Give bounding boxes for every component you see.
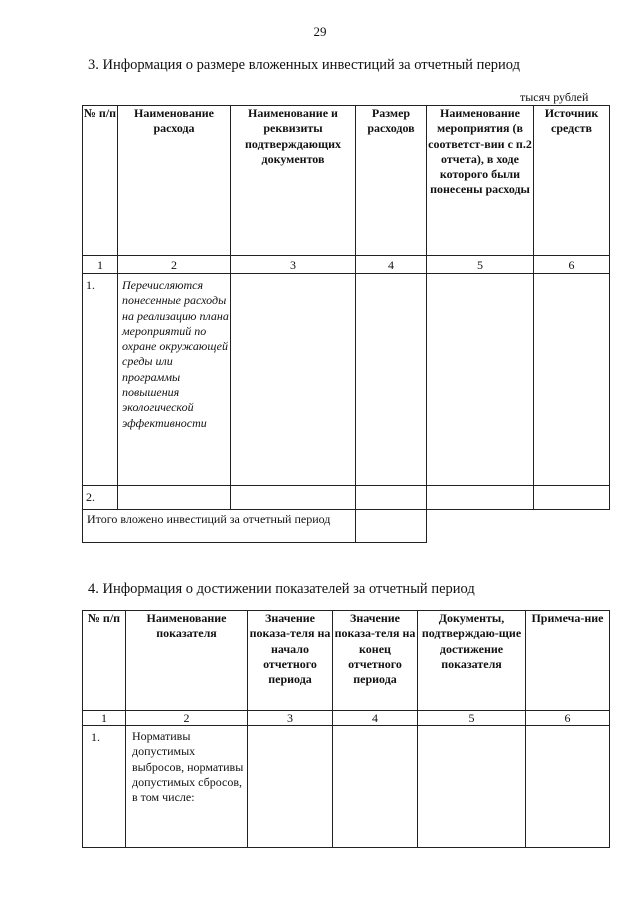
indicator-name-cell: Нормативы допустимых выбросов, нормативы допустимых сбросов, в том числе: — [126, 726, 248, 848]
expense-name-cell — [118, 486, 231, 510]
table-row — [83, 726, 610, 848]
column-number-cell: 5 — [427, 256, 534, 274]
note-cell — [526, 726, 610, 848]
column-number-cell: 3 — [248, 711, 333, 726]
section-3-title: 3. Информация о размере вложенных инвестиций за отчетный период — [88, 57, 520, 73]
total-label: Итого вложено инвестиций за отчетный период — [83, 510, 356, 543]
column-number-cell: 5 — [418, 711, 526, 726]
source-cell — [534, 274, 610, 486]
header-number: № п/п — [83, 106, 118, 256]
documents-cell — [418, 726, 526, 848]
indicators-table — [82, 610, 610, 848]
total-row — [83, 510, 610, 543]
unit-label: тысяч рублей — [520, 90, 589, 104]
header-documents: Документы, подтверждаю-щие достижение показателя — [418, 611, 526, 711]
column-number-cell: 2 — [126, 711, 248, 726]
header-measure-name: Наименование мероприятия (в соответст-вии с п.2 отчета), в ходе которого были понесены расходы — [427, 106, 534, 256]
page-number: 29 — [313, 24, 327, 39]
column-number-cell: 6 — [526, 711, 610, 726]
row-number: 1. — [83, 274, 118, 486]
column-number-cell: 4 — [333, 711, 418, 726]
column-number-cell: 4 — [356, 256, 427, 274]
row-number: 2. — [83, 486, 118, 510]
end-value-cell — [333, 726, 418, 848]
table-row — [83, 274, 610, 486]
start-value-cell — [248, 726, 333, 848]
header-expense-amount: Размер расходов — [356, 106, 427, 256]
column-number-cell: 2 — [118, 256, 231, 274]
blank-area — [427, 510, 610, 543]
column-number-cell: 1 — [83, 256, 118, 274]
header-documents: Наименование и реквизиты подтверждающих документов — [231, 106, 356, 256]
header-number: № п/п — [83, 611, 126, 711]
header-end-value: Значение показа-теля на конец отчетного периода — [333, 611, 418, 711]
header-indicator-name: Наименование показателя — [126, 611, 248, 711]
column-number-cell: 1 — [83, 711, 126, 726]
amount-cell — [356, 274, 427, 486]
total-amount-cell — [356, 510, 427, 543]
documents-cell — [231, 486, 356, 510]
table-row — [83, 486, 610, 510]
measure-cell — [427, 486, 534, 510]
amount-cell — [356, 486, 427, 510]
header-note: Примеча-ние — [526, 611, 610, 711]
header-funding-source: Источник средств — [534, 106, 610, 256]
expense-name-cell: Перечисляются понесенные расходы на реализацию плана мероприятий по охране окружающей среды или программы повышения экологической эффективности — [118, 274, 231, 486]
header-expense-name: Наименование расхода — [118, 106, 231, 256]
measure-cell — [427, 274, 534, 486]
source-cell — [534, 486, 610, 510]
column-number-cell: 6 — [534, 256, 610, 274]
section-4-title: 4. Информация о достижении показателей за отчетный период — [88, 581, 475, 597]
documents-cell — [231, 274, 356, 486]
header-start-value: Значение показа-теля на начало отчетного периода — [248, 611, 333, 711]
investments-table — [82, 105, 610, 543]
column-number-cell: 3 — [231, 256, 356, 274]
row-number: 1. — [83, 726, 126, 848]
